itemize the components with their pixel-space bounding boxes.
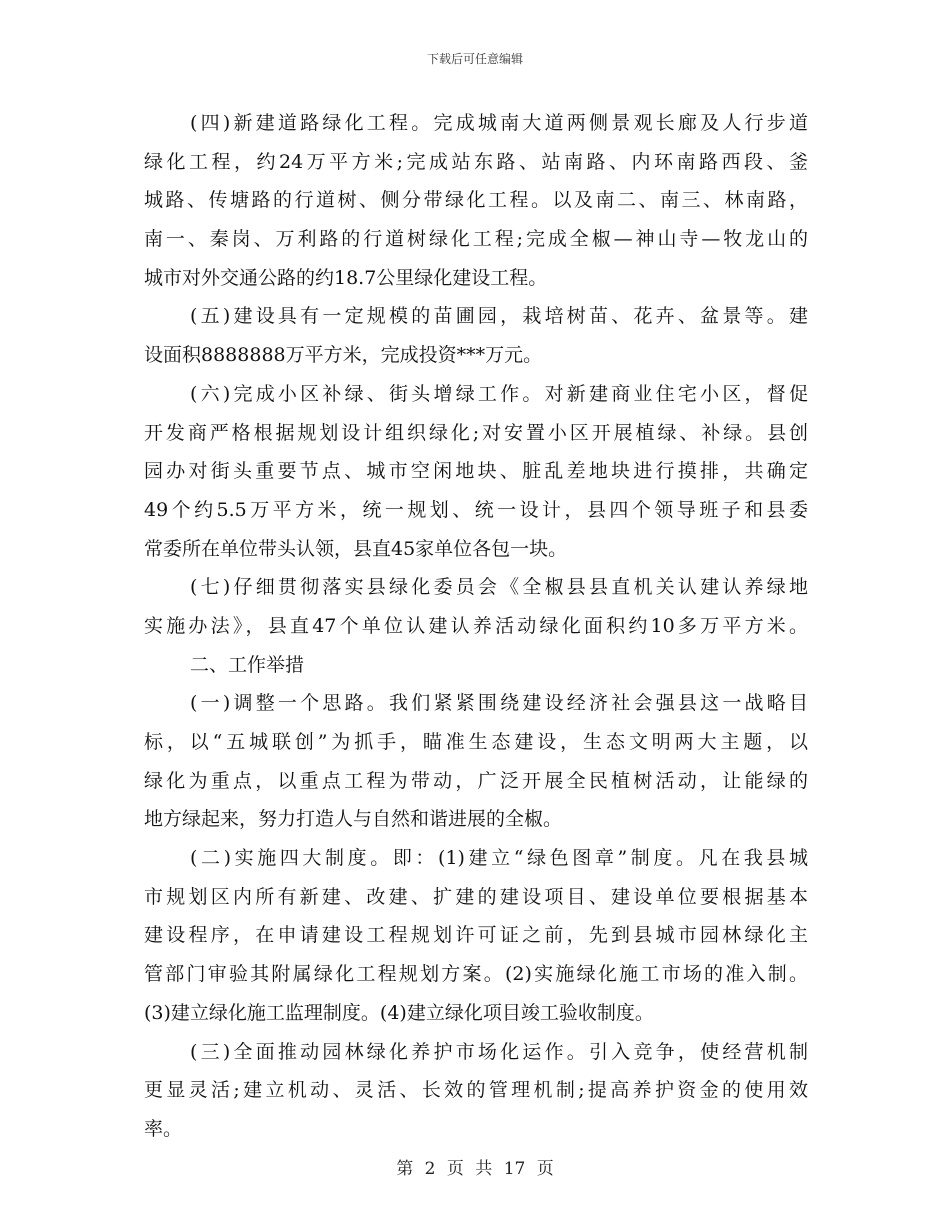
page-header: 下载后可任意编辑 xyxy=(426,52,523,66)
text-line: 城路、传塘路的行道树、侧分带绿化工程。以及南二、南三、林南路， xyxy=(144,189,808,212)
text-line: 实施办法》，县直47个单位认建认养活动绿化面积约10多万平方米。 xyxy=(144,614,808,637)
text-line: (二)实施四大制度。即：(1)建立“绿色图章”制度。凡在我县城 xyxy=(190,847,808,870)
section-heading: 二、工作举措 xyxy=(190,653,305,676)
text-line: 设面积8888888万平方米，完成投资***万元。 xyxy=(144,344,543,367)
text-line: 常委所在单位带头认领，县直45家单位各包一块。 xyxy=(144,537,568,560)
text-line: 49个约5.5万平方米，统一规划、统一设计，县四个领导班子和县委 xyxy=(144,498,808,521)
page-footer: 第 2 页 共 17 页 xyxy=(396,1159,554,1179)
document-body xyxy=(144,104,808,1149)
text-line: (七)仔细贯彻落实县绿化委员会《全椒县县直机关认建认养绿地 xyxy=(190,576,808,599)
text-line: 标，以“五城联创”为抓手，瞄准生态建设，生态文明两大主题，以 xyxy=(144,731,808,753)
text-line: (六)完成小区补绿、街头增绿工作。对新建商业住宅小区，督促 xyxy=(190,382,808,405)
text-line: 城市对外交通公路的约18.7公里绿化建设工程。 xyxy=(144,266,548,289)
text-line: 南一、秦岗、万利路的行道树绿化工程;完成全椒—神山寺—牧龙山的 xyxy=(144,228,808,251)
text-line: 管部门审验其附属绿化工程规划方案。(2)实施绿化施工市场的准入制。 xyxy=(144,963,808,986)
text-line: (3)建立绿化施工监理制度。(4)建立绿化项目竣工验收制度。 xyxy=(144,1001,654,1024)
text-line: 建设程序，在申请建设工程规划许可证之前，先到县城市园林绿化主 xyxy=(144,924,808,947)
text-line: 更显灵活;建立机动、灵活、长效的管理机制;提高养护资金的使用效 xyxy=(144,1079,808,1102)
text-line: (一)调整一个思路。我们紧紧围绕建设经济社会强县这一战略目 xyxy=(190,692,808,715)
text-line: 绿化为重点，以重点工程为带动，广泛开展全民植树活动，让能绿的 xyxy=(144,769,808,792)
text-line: (五)建设具有一定规模的苗圃园，栽培树苗、花卉、盆景等。建 xyxy=(190,305,808,328)
text-line: (三)全面推动园林绿化养护市场化运作。引入竞争，使经营机制 xyxy=(190,1040,808,1063)
text-line: 开发商严格根据规划设计组织绿化;对安置小区开展植绿、补绿。县创 xyxy=(144,421,808,444)
text-line: 绿化工程，约24万平方米;完成站东路、站南路、内环南路西段、釜 xyxy=(144,150,808,173)
text-line: (四)新建道路绿化工程。完成城南大道两侧景观长廊及人行步道 xyxy=(190,112,808,134)
text-line: 园办对街头重要节点、城市空闲地块、脏乱差地块进行摸排，共确定 xyxy=(144,460,808,483)
text-line: 市规划区内所有新建、改建、扩建的建设项目、建设单位要根据基本 xyxy=(144,885,808,908)
text-line: 率。 xyxy=(144,1117,183,1140)
text-line: 地方绿起来，努力打造人与自然和谐进展的全椒。 xyxy=(144,808,563,831)
